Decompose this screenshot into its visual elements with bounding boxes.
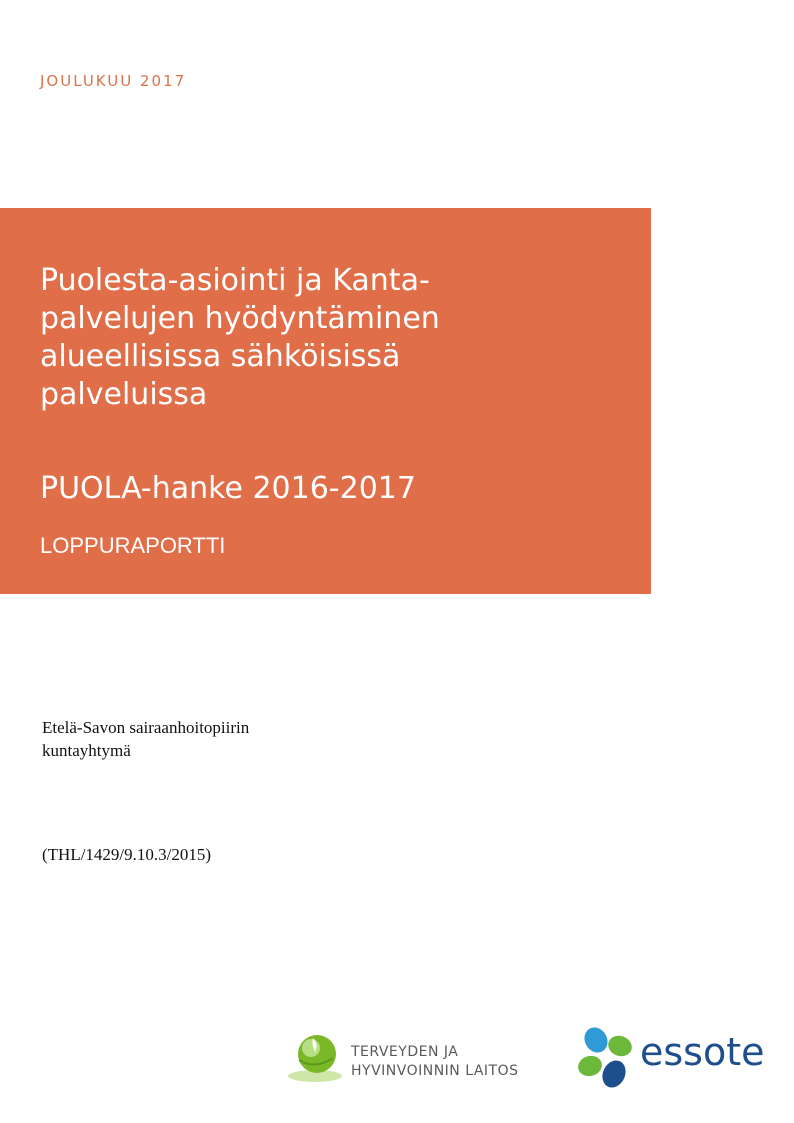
reference-number: (THL/1429/9.10.3/2015) — [42, 845, 212, 864]
title-line: palvelujen hyödyntäminen — [40, 301, 440, 336]
title-line: palveluissa — [40, 377, 208, 412]
thl-name — [351, 1043, 519, 1081]
thl-name-line: HYVINVOINNIN LAITOS — [351, 1063, 519, 1079]
title-line: alueellisissa sähköisissä — [40, 339, 401, 374]
thl-name-line: TERVEYDEN JA — [351, 1044, 459, 1060]
essote-logo — [576, 1024, 776, 1096]
organization-name — [42, 716, 249, 762]
essote-wordmark: essote — [640, 1030, 765, 1074]
report-date: JOULUKUU 2017 — [40, 72, 187, 90]
report-type-label: LOPPURAPORTTI — [40, 533, 226, 558]
organization-line: Etelä-Savon sairaanhoitopiirin — [42, 718, 250, 737]
project-subtitle: PUOLA-hanke 2016-2017 — [40, 471, 416, 506]
organization-line: kuntayhtymä — [42, 741, 131, 760]
title-line: Puolesta-asiointi ja Kanta- — [40, 263, 430, 298]
thl-logo — [285, 1030, 555, 1090]
thl-sphere-icon — [285, 1030, 345, 1086]
essote-clover-icon — [576, 1024, 638, 1096]
document-title — [40, 262, 630, 414]
